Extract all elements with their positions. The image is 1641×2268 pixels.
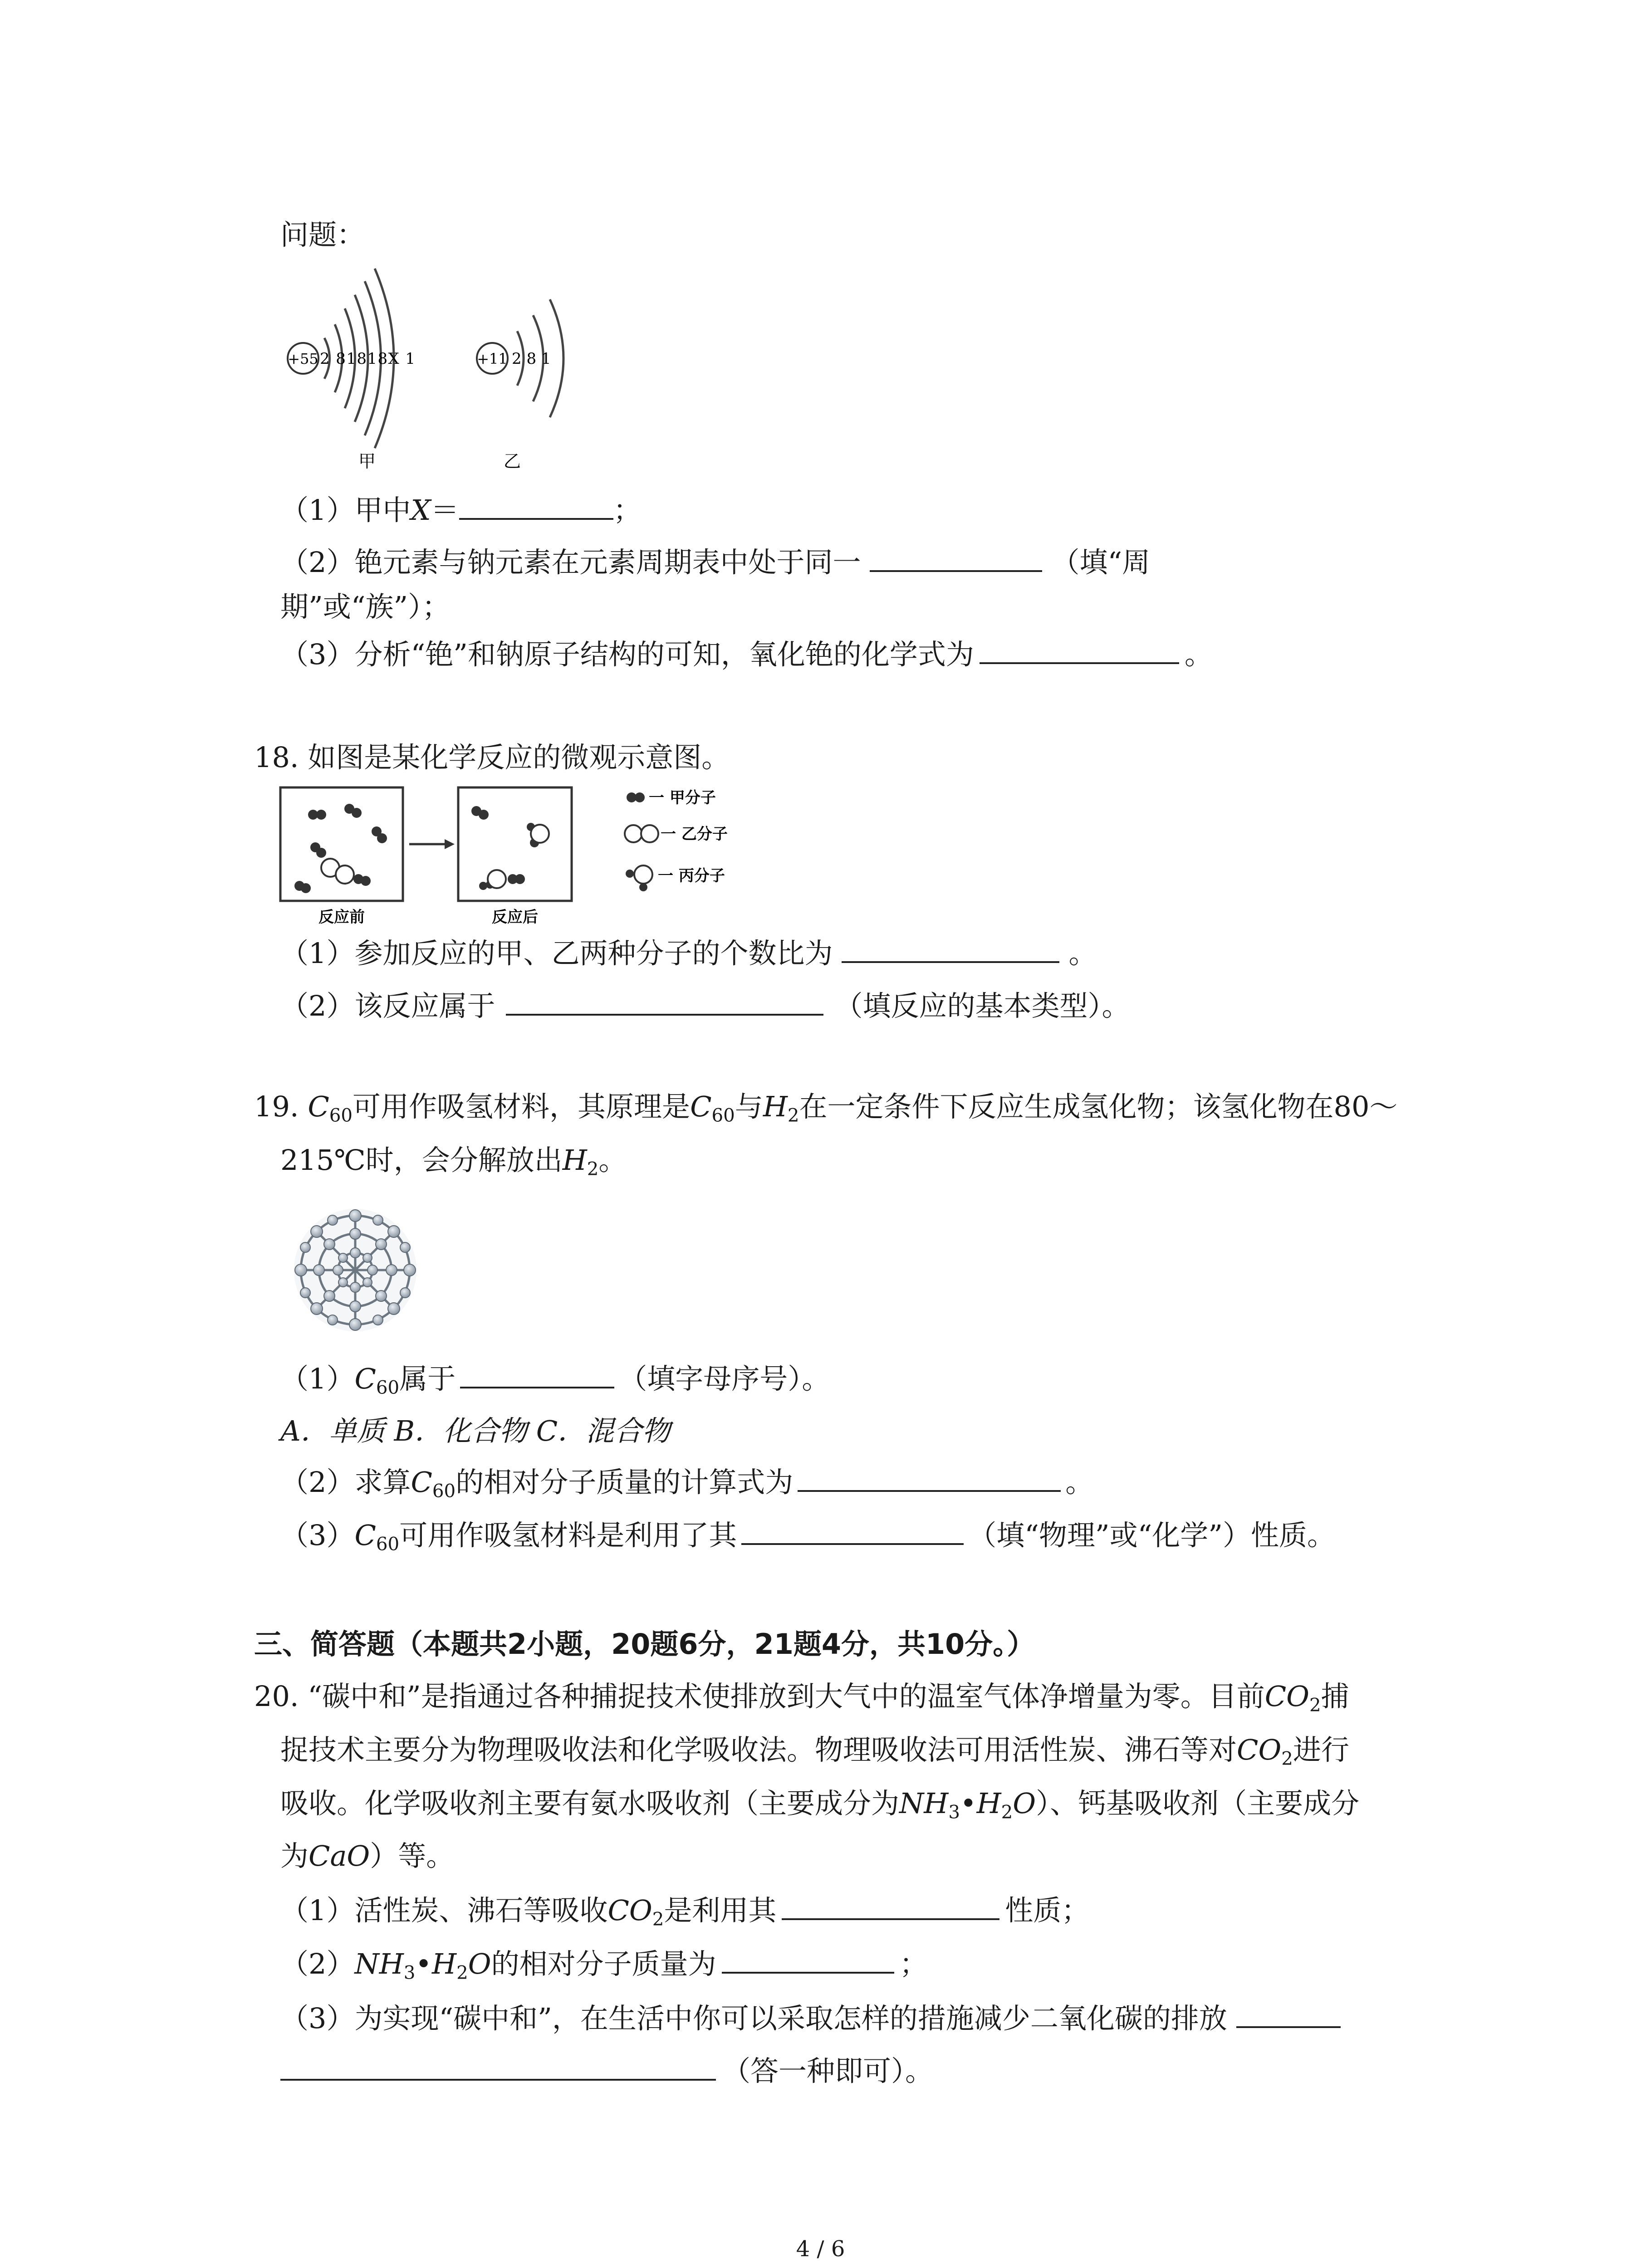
q20-part2: $(2)NH_3•H_2O$的相对分子质量为 ； bbox=[280, 1947, 928, 1984]
q20-part1: （1）活性炭、沸石等吸收$CO_2$是利用其 性质； bbox=[280, 1894, 1090, 1930]
q19-part2: （2）求算$C_{60}$的相对分子质量的计算式为 。 bbox=[280, 1466, 1094, 1502]
q18-part1: （1）参加反应的甲、乙两种分子的个数比为 。 bbox=[280, 937, 1097, 970]
atom-structure-diagram bbox=[281, 259, 608, 472]
q20-answer-blank-3a[interactable] bbox=[1236, 2001, 1341, 2028]
q20-answer-blank-2[interactable] bbox=[722, 1946, 894, 1974]
q20-stem-line1: 20. “碳中和”是指通过各种捕捉技术使排放到大气中的温室气体净增量为零。目前$CO_2$捕 bbox=[254, 1680, 1349, 1716]
legend-bing: 一 丙分子 bbox=[658, 867, 725, 885]
q19-answer-blank-1[interactable] bbox=[460, 1361, 614, 1388]
q20-answer-blank-3b[interactable] bbox=[280, 2053, 716, 2081]
c60-fullerene-image bbox=[280, 1202, 430, 1338]
q20-answer-blank-1[interactable] bbox=[782, 1893, 999, 1920]
q20-stem-line2: 捉技术主要分为物理吸收法和化学吸收法。物理吸收法可用活性炭、沸石等对$CO_2$进行 bbox=[280, 1733, 1349, 1769]
q18-answer-blank-2[interactable] bbox=[506, 988, 823, 1016]
q19-answer-blank-3[interactable] bbox=[741, 1518, 964, 1545]
q19-part1: $(1)C_{60}$属于 （填字母序号）。 bbox=[280, 1362, 830, 1398]
q19-options: A．单质 B．化合物 C．混合物 bbox=[280, 1414, 671, 1447]
atom-jia-caption: 甲 bbox=[358, 451, 376, 471]
q19-stem-line2: 215℃时，会分解放出$H_2$。 bbox=[280, 1144, 627, 1180]
box-after-label: 反应后 bbox=[492, 908, 538, 926]
legend bbox=[625, 789, 728, 891]
q18-stem: 18. 如图是某化学反应的微观示意图。 bbox=[254, 741, 730, 774]
q17-intro: 问题： bbox=[280, 218, 365, 251]
q19-answer-blank-2[interactable] bbox=[798, 1465, 1061, 1492]
atom-jia-diagram bbox=[288, 269, 415, 471]
q20-stem-line4: 为CaO）等。 bbox=[280, 1839, 455, 1872]
reaction-microscopic-diagram bbox=[277, 784, 776, 929]
atom-yi-diagram bbox=[477, 299, 563, 471]
q17-answer-blank-2[interactable] bbox=[870, 545, 1042, 572]
q17-part1: （1）甲中X＝ ； bbox=[280, 494, 642, 527]
q20-stem-line3: 吸收。化学吸收剂主要有氨水吸收剂（主要成分为$NH_3•H_2O$）、钙基吸收剂（主要成分 bbox=[280, 1787, 1360, 1823]
q20-part3-cont: （答一种即可）。 bbox=[280, 2053, 933, 2089]
atom-jia-shells: 2 81818X 1 bbox=[320, 350, 415, 368]
q20-part3: （3）为实现“碳中和”，在生活中你可以采取怎样的措施减少二氧化碳的排放 bbox=[280, 2000, 1341, 2037]
q19-part3: $(3)C_{60}$可用作吸氢材料是利用了其 （填“物理”或“化学”）性质。 bbox=[280, 1519, 1335, 1555]
box-before-label: 反应前 bbox=[318, 908, 365, 926]
atom-jia-nucleus: +55 bbox=[288, 350, 318, 367]
section-3-heading: 三、简答题（本题共2小题，20题6分，21题4分，共10分。） bbox=[254, 1628, 1035, 1661]
page-number: 4 / 6 bbox=[796, 2236, 845, 2262]
q17-part2-cont: 期”或“族”）； bbox=[280, 590, 451, 623]
q19-stem-line1: 19. $C_{60}$可用作吸氢材料，其原理是$C_{60}$与$H_2$在一定条件下反应生成氢化物；该氢化物在80～ bbox=[254, 1090, 1398, 1126]
q17-answer-blank-3[interactable] bbox=[980, 637, 1179, 664]
q17-part3: （3）分析“铯”和钠原子结构的可知，氧化铯的化学式为 。 bbox=[280, 638, 1213, 671]
q18-part2: （2）该反应属于 （填反应的基本类型）。 bbox=[280, 989, 1130, 1022]
q17-part2: （2）铯元素与钠元素在元素周期表中处于同一 （填“周 bbox=[280, 546, 1151, 579]
q18-answer-blank-1[interactable] bbox=[842, 936, 1059, 963]
atom-yi-shells: 2 8 1 bbox=[512, 350, 551, 368]
legend-yi: 一 乙分子 bbox=[661, 825, 728, 843]
q17-answer-blank-1[interactable] bbox=[459, 493, 613, 520]
legend-jia: 一 甲分子 bbox=[649, 789, 716, 807]
atom-yi-caption: 乙 bbox=[504, 451, 521, 471]
atom-yi-nucleus: +11 bbox=[477, 350, 508, 367]
